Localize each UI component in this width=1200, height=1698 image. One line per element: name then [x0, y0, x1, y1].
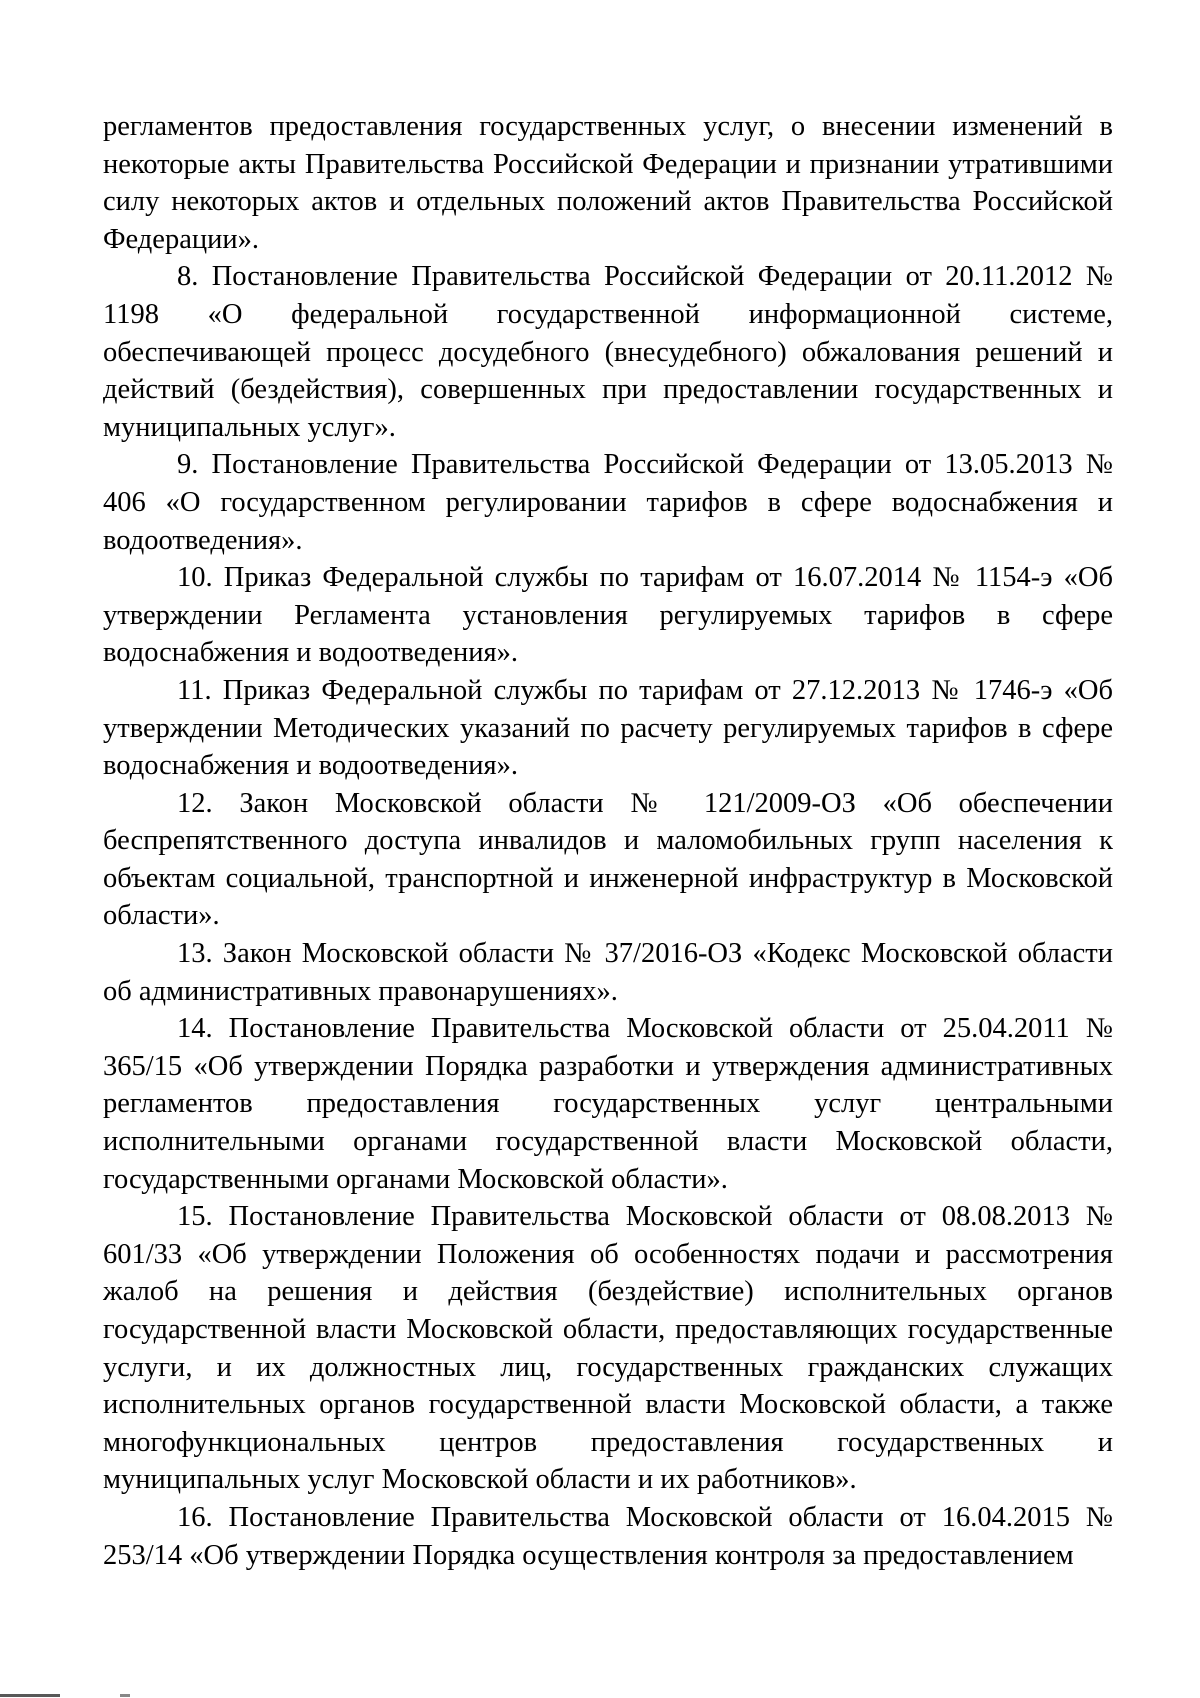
paragraph-item-13: 13. Закон Московской области № 37/2016-ОЗ «Кодекс Московской области об административных правонарушениях». — [103, 938, 1113, 1007]
paragraph-item-10: 10. Приказ Федеральной службы по тарифам от 16.07.2014 № 1154-э «Об утверждении Регламента установления регулируемых тарифов в сфере водоснабжения и водоотведения». — [103, 562, 1113, 669]
paragraph-item-8: 8. Постановление Правительства Российской Федерации от 20.11.2012 № 1198 «О федеральной государственной информационной системе, обеспечивающей процесс досудебного (внесудебного) обжалования решений и действий (бездействия), совершенных при предоставлении государственных и муниципальных услуг». — [103, 261, 1113, 443]
paragraph-item-16: 16. Постановление Правительства Московской области от 16.04.2015 № 253/14 «Об утверждении Порядка осуществления контроля за предоставлением — [103, 1501, 1113, 1571]
paragraph-item-11: 11. Приказ Федеральной службы по тарифам от 27.12.2013 № 1746-э «Об утверждении Методических указаний по расчету регулируемых тарифов в сфере водоснабжения и водоотведения». — [103, 674, 1113, 782]
paragraph-item-14: 14. Постановление Правительства Московской области от 25.04.2011 № 365/15 «Об утверждении Порядка разработки и утверждения административных регламентов предоставления государственных услуг центральными исполнительными органами государственной власти Московской области, государственными органами Московской области». — [103, 1013, 1113, 1195]
paragraph-item-12: 12. Закон Московской области № 121/2009-ОЗ «Об обеспечении беспрепятственного доступа инвалидов и маломобильных групп населения к объектам социальной, транспортной и инженерной инфраструктур в Московской области». — [103, 787, 1113, 932]
paragraph-continuation: регламентов предоставления государственных услуг, о внесении изменений в некоторые акты Правительства Российской Федерации и признании утратившими силу некоторых актов и отдельных положений актов Правительства Российской Федерации». — [103, 111, 1113, 255]
paragraph-item-9: 9. Постановление Правительства Российской Федерации от 13.05.2013 № 406 «О государственном регулировании тарифов в сфере водоснабжения и водоотведения». — [103, 449, 1113, 556]
paragraph-item-15: 15. Постановление Правительства Московской области от 08.08.2013 № 601/33 «Об утверждении Положения об особенностях подачи и рассмотрения жалоб на решения и действия (бездействие) исполнительных органов государственной власти Московской области, предоставляющих государственные услуги, и их должностных лиц, государственных гражданских служащих исполнительных органов государственной власти Московской области, а также многофункциональных центров предоставления государственных и муниципальных услуг Московской области и их работников». — [103, 1201, 1113, 1496]
scan-edge-line — [0, 1694, 1200, 1697]
document-body — [103, 108, 1113, 1574]
